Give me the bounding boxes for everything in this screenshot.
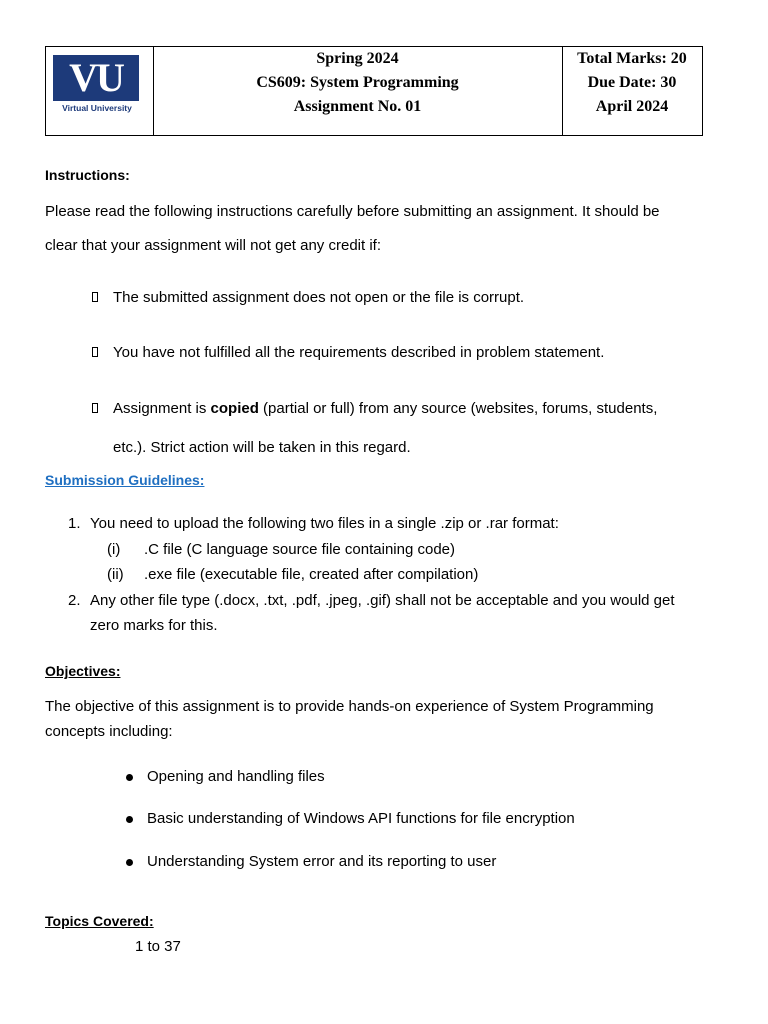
item3-pre: Assignment is xyxy=(113,400,211,417)
marks-cell xyxy=(562,47,702,135)
objectives-heading: Objectives: xyxy=(45,663,121,679)
submission-sub-2: .exe file (executable file, created after compilation) xyxy=(144,566,479,583)
logo-letters: VU xyxy=(69,55,123,100)
due-date-line1: Due Date: 30 xyxy=(587,74,677,91)
instruction-item-2: You have not fulfilled all the requirements described in problem statement. xyxy=(113,344,605,361)
instructions-heading: Instructions: xyxy=(45,167,130,183)
objective-item-1: Opening and handling files xyxy=(147,768,325,785)
instruction-item-1: The submitted assignment does not open or the file is corrupt. xyxy=(113,289,525,306)
topics-range: 1 to 37 xyxy=(135,938,181,955)
objectives-intro-line1: The objective of this assignment is to provide hands-on experience of System Programming xyxy=(45,698,654,715)
semester: Spring 2024 xyxy=(316,50,399,67)
bullet-box-icon xyxy=(92,347,98,357)
bullet-dot-icon xyxy=(126,774,133,781)
bullet-dot-icon xyxy=(126,859,133,866)
submission-item-2-line1: Any other file type (.docx, .txt, .pdf, .jpeg, .gif) shall not be acceptable and you would get xyxy=(90,592,675,609)
item3-post: (partial or full) from any source (websites, forums, students, xyxy=(258,400,658,417)
topics-heading: Topics Covered: xyxy=(45,913,154,929)
submission-guidelines-link[interactable]: Submission Guidelines: xyxy=(45,472,205,488)
instructions-intro-line2: clear that your assignment will not get any credit if: xyxy=(45,237,381,254)
header-table xyxy=(45,46,703,136)
instruction-item-3 xyxy=(113,400,657,417)
assignment-number: Assignment No. 01 xyxy=(293,98,422,115)
course-title: CS609: System Programming xyxy=(256,74,459,91)
total-marks: Total Marks: 20 xyxy=(577,50,687,67)
objective-item-3: Understanding System error and its reporting to user xyxy=(147,853,497,870)
submission-item-1: You need to upload the following two files in a single .zip or .rar format: xyxy=(90,515,559,532)
submission-item-2-line2: zero marks for this. xyxy=(90,617,218,634)
item3-copied: copied xyxy=(210,400,259,417)
instruction-item-3-line2: etc.). Strict action will be taken in this regard. xyxy=(113,439,411,456)
logo-cell xyxy=(46,47,154,135)
course-info-cell xyxy=(153,47,563,135)
objectives-intro-line2: concepts including: xyxy=(45,723,173,740)
objective-item-2: Basic understanding of Windows API functions for file encryption xyxy=(147,810,575,827)
sub-number-ii: (ii) xyxy=(107,566,124,583)
logo-caption: Virtual University xyxy=(62,103,132,113)
instructions-intro-line1: Please read the following instructions carefully before submitting an assignment. It should be xyxy=(45,203,660,220)
due-date-line2: April 2024 xyxy=(595,98,669,115)
vu-logo xyxy=(53,55,139,101)
bullet-box-icon xyxy=(92,403,98,413)
bullet-dot-icon xyxy=(126,816,133,823)
sub-number-i: (i) xyxy=(107,541,121,558)
bullet-box-icon xyxy=(92,292,98,302)
list-number-2: 2. xyxy=(68,592,81,609)
list-number-1: 1. xyxy=(68,515,81,532)
submission-sub-1: .C file (C language source file containing code) xyxy=(144,541,456,558)
